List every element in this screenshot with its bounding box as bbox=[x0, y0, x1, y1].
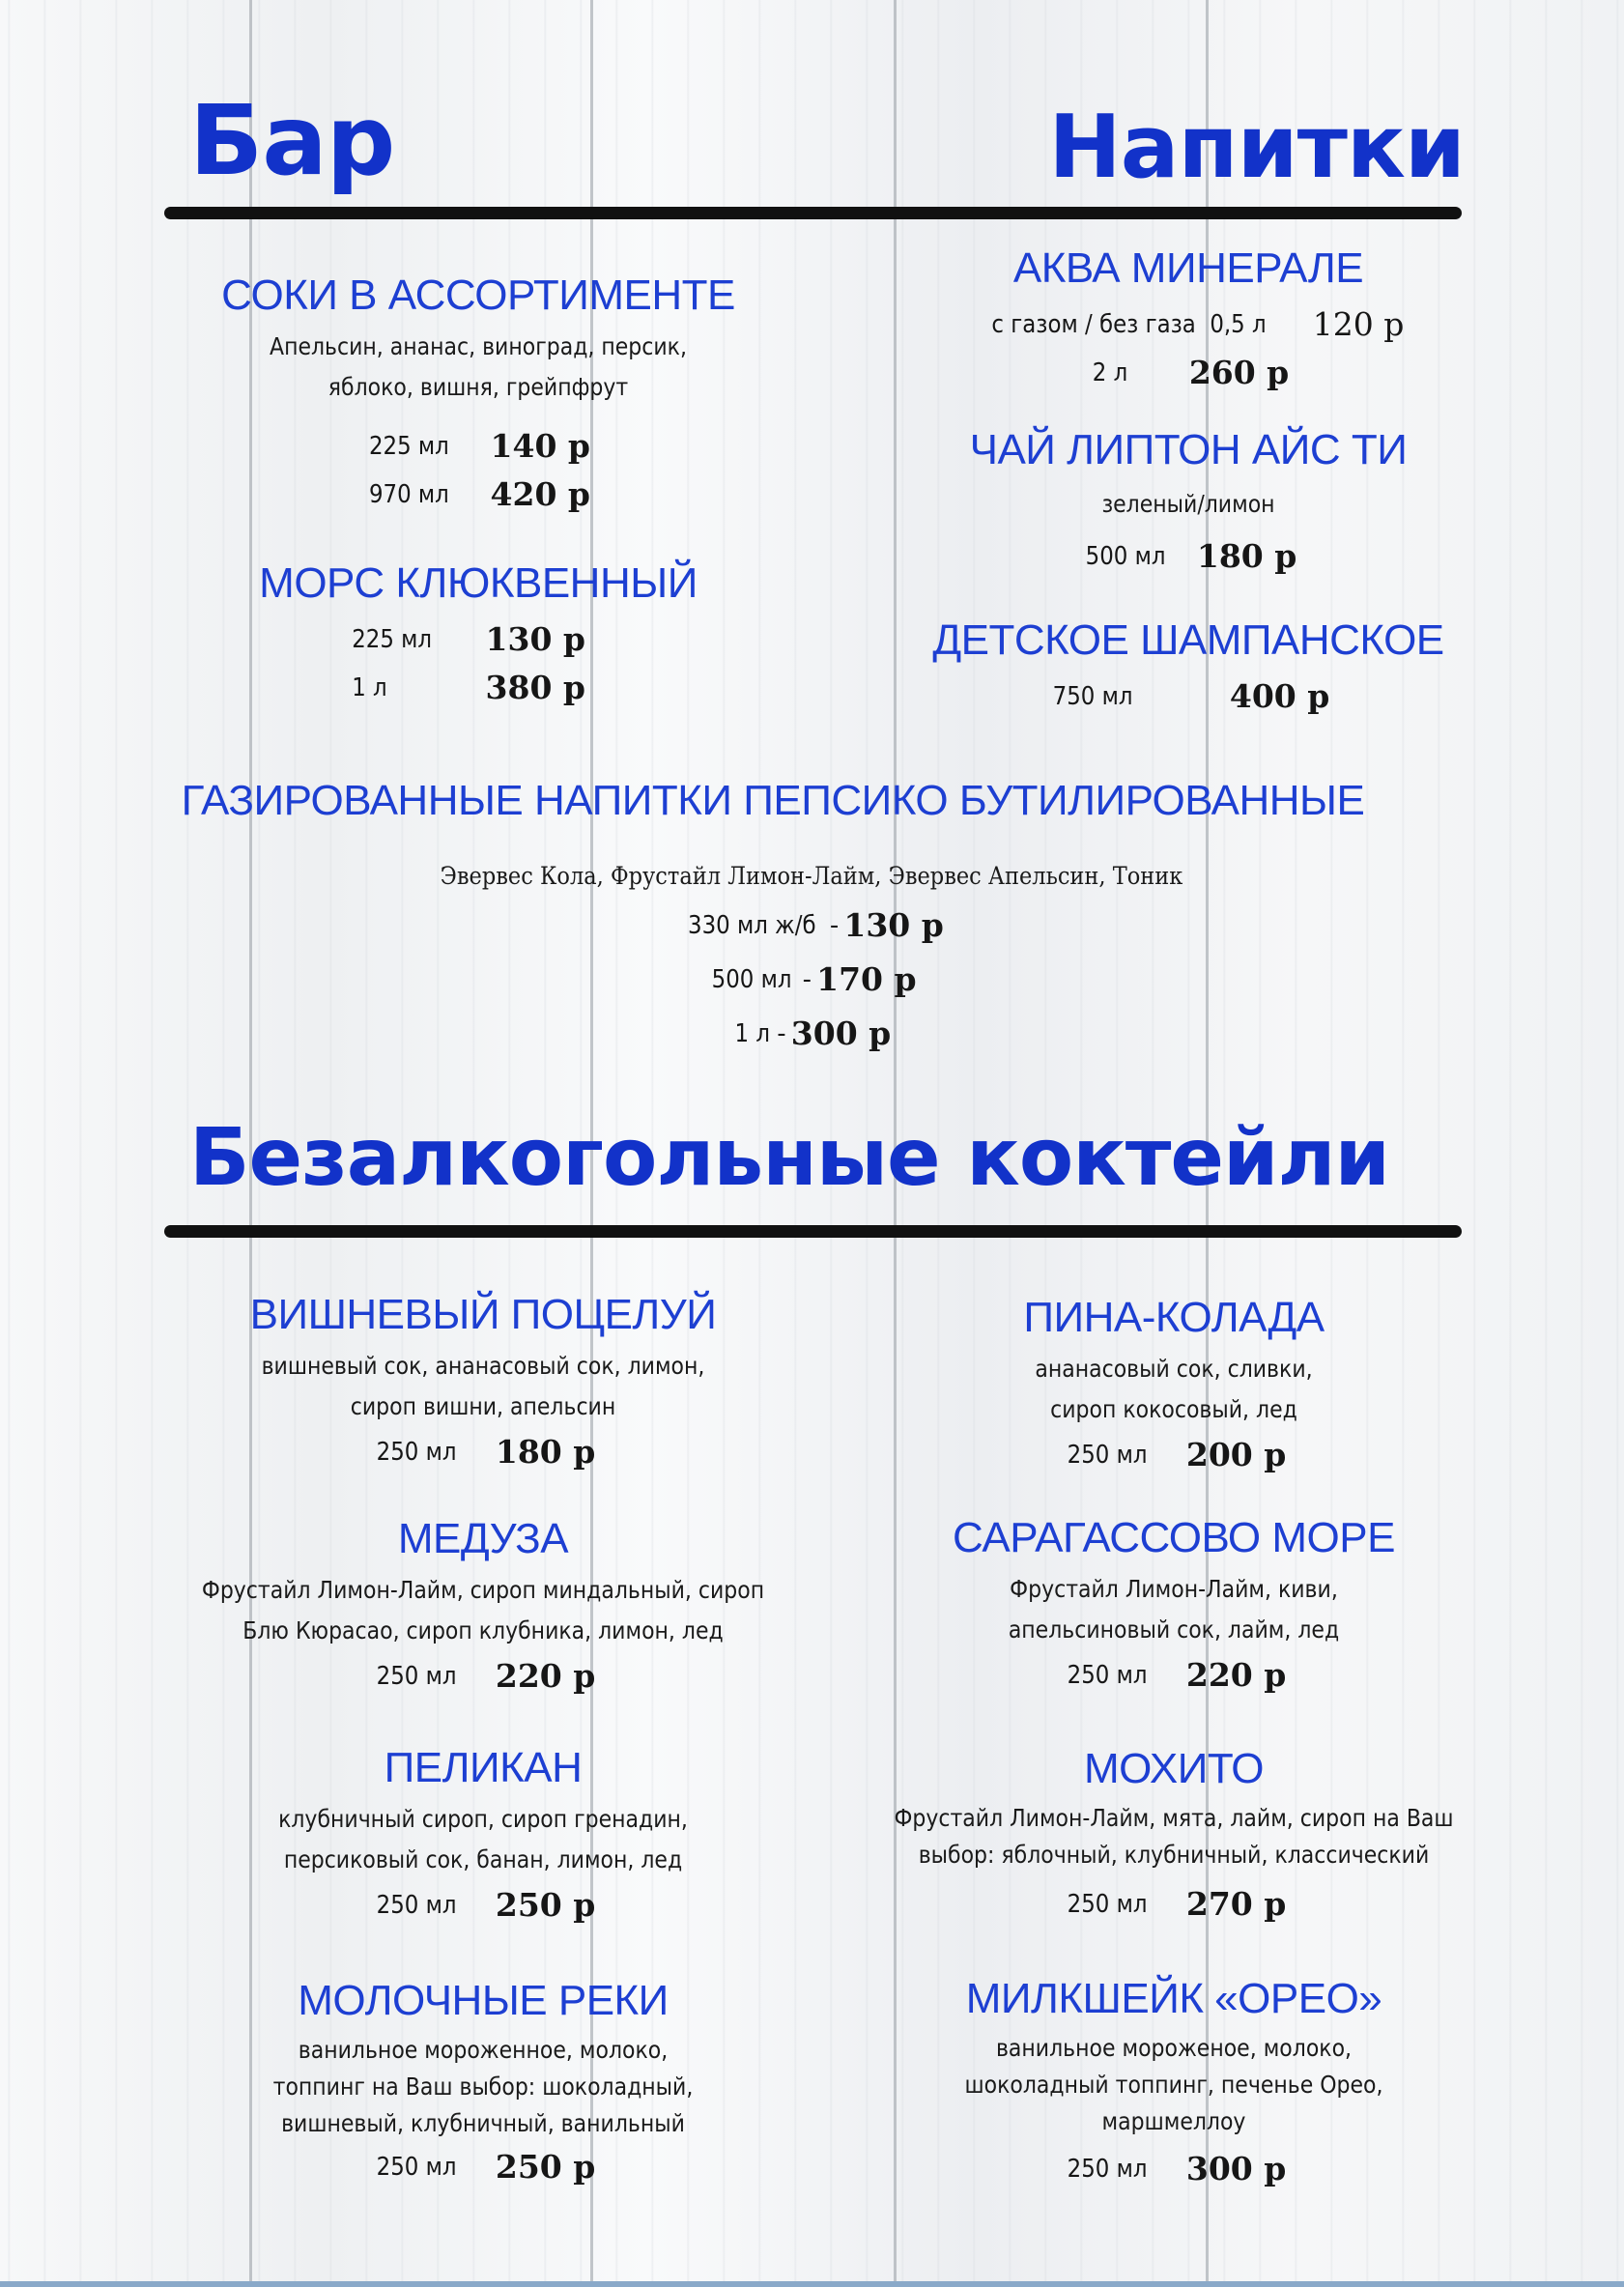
volume: 1 л bbox=[352, 672, 388, 702]
menu-item-mors bbox=[155, 558, 802, 711]
price-row bbox=[155, 1427, 812, 1475]
price: 380 р bbox=[485, 668, 585, 706]
dash: - bbox=[829, 910, 840, 940]
item-description: Блю Кюрасао, сироп клубника, лимон, лед bbox=[242, 1616, 724, 1644]
title-non-alcoholic-cocktails: Безалкогольные коктейли bbox=[189, 1112, 1389, 1204]
item-description: Фрустайл Лимон-Лайм, сироп миндальный, сироп bbox=[201, 1576, 765, 1604]
price: 260 р bbox=[1188, 353, 1290, 391]
price-row bbox=[155, 1880, 812, 1929]
price-row bbox=[135, 952, 1488, 1006]
item-name: ГАЗИРОВАННЫЕ НАПИТКИ ПЕПСИКО БУТИЛИРОВАННЫЕ bbox=[181, 777, 1365, 824]
item-name: МИЛКШЕЙК «ОРЕО» bbox=[965, 1975, 1382, 2022]
item-description: персиковый сок, банан, лимон, лед bbox=[283, 1845, 683, 1873]
price: 130 р bbox=[485, 619, 585, 658]
item-name: МОХИТО bbox=[1084, 1745, 1264, 1792]
price-row bbox=[155, 615, 802, 663]
item-description: апельсиновый сок, лайм, лед bbox=[1008, 1615, 1340, 1644]
volume: 500 мл bbox=[1085, 541, 1166, 571]
item-name: МОЛОЧНЫЕ РЕКИ bbox=[298, 1977, 669, 2024]
item-name: ВИШНЕВЫЙ ПОЦЕЛУЙ bbox=[249, 1291, 717, 1338]
price-row bbox=[869, 531, 1507, 580]
volume: 225 мл bbox=[352, 624, 433, 654]
item-description: вишневый, клубничный, ванильный bbox=[281, 2109, 685, 2137]
volume: 500 мл bbox=[712, 964, 792, 994]
item-name: ДЕТСКОЕ ШАМПАНСКОЕ bbox=[932, 616, 1444, 664]
item-name: ЧАЙ ЛИПТОН АЙС ТИ bbox=[969, 426, 1408, 473]
volume: 2 л bbox=[1092, 357, 1127, 387]
price: 420 р bbox=[490, 474, 590, 513]
volume: 250 мл bbox=[376, 1661, 457, 1691]
menu-item-pina-colada bbox=[850, 1293, 1497, 1478]
price-row bbox=[135, 1006, 1488, 1060]
volume: с газом / без газа 0,5 л bbox=[991, 309, 1267, 339]
item-name: МОРС КЛЮКВЕННЫЙ bbox=[259, 559, 698, 607]
section-divider bbox=[164, 1225, 1462, 1238]
volume: 330 мл ж/б bbox=[688, 910, 816, 940]
menu-item-sargasso-sea bbox=[850, 1513, 1497, 1699]
item-name: АКВА МИНЕРАЛЕ bbox=[1012, 244, 1364, 292]
price: 400 р bbox=[1229, 676, 1330, 715]
item-description: ванильное мороженое, молоко, bbox=[995, 2034, 1353, 2062]
menu-item-pelican bbox=[155, 1743, 812, 1929]
item-name: САРАГАССОВО МОРЕ bbox=[953, 1514, 1395, 1561]
dash: - bbox=[777, 1018, 786, 1048]
title-drinks: Напитки bbox=[1048, 97, 1465, 198]
item-description: шоколадный топпинг, печенье Орео, bbox=[964, 2071, 1383, 2099]
price-row bbox=[155, 470, 802, 518]
menu-item-medusa bbox=[155, 1514, 812, 1700]
item-description: сироп вишни, апельсин bbox=[350, 1392, 616, 1420]
volume: 970 мл bbox=[369, 479, 450, 509]
volume: 750 мл bbox=[1052, 681, 1133, 711]
price-row bbox=[850, 1430, 1497, 1478]
volume: 250 мл bbox=[376, 2152, 457, 2182]
price: 300 р bbox=[1185, 2149, 1287, 2187]
price-row bbox=[869, 300, 1507, 348]
volume: 250 мл bbox=[1067, 1660, 1148, 1690]
item-description: Фрустайл Лимон-Лайм, мята, лайм, сироп на Ваш bbox=[894, 1804, 1454, 1832]
price: 120 р bbox=[1312, 304, 1405, 343]
item-name: ПЕЛИКАН bbox=[384, 1744, 583, 1791]
menu-item-milk-rivers bbox=[155, 1976, 812, 2190]
price-row bbox=[850, 2144, 1497, 2192]
menu-item-milkshake-oreo bbox=[850, 1974, 1497, 2192]
title-bar: Бар bbox=[189, 84, 395, 197]
item-description: Эвервес Кола, Фрустайл Лимон-Лайм, Эвервес Апельсин, Тоник bbox=[440, 862, 1183, 890]
volume: 1 л bbox=[734, 1018, 770, 1048]
price-row bbox=[135, 898, 1488, 952]
price: 220 р bbox=[495, 1656, 596, 1695]
volume: 250 мл bbox=[376, 1437, 457, 1467]
price: 300 р bbox=[790, 1014, 892, 1052]
price-row bbox=[155, 2142, 812, 2190]
header-divider bbox=[164, 207, 1462, 219]
item-name: ПИНА-КОЛАДА bbox=[1023, 1294, 1325, 1341]
item-description: выбор: яблочный, клубничный, классический bbox=[918, 1841, 1430, 1869]
menu-item-juices bbox=[155, 271, 802, 518]
price: 180 р bbox=[495, 1432, 596, 1471]
price: 200 р bbox=[1185, 1435, 1287, 1473]
menu-item-mojito bbox=[840, 1744, 1507, 1928]
price: 140 р bbox=[490, 426, 590, 465]
volume: 250 мл bbox=[1067, 1440, 1148, 1470]
volume: 250 мл bbox=[376, 1890, 457, 1920]
menu-item-lipton-ice-tea bbox=[869, 425, 1507, 580]
price-row bbox=[850, 1650, 1497, 1699]
item-name: СОКИ В АССОРТИМЕНТЕ bbox=[221, 272, 735, 319]
price: 250 р bbox=[495, 2147, 596, 2186]
item-description: клубничный сироп, сироп гренадин, bbox=[278, 1805, 688, 1833]
price: 170 р bbox=[816, 959, 917, 998]
item-description: топпинг на Ваш выбор: шоколадный, bbox=[272, 2073, 694, 2101]
price-row bbox=[840, 1879, 1507, 1928]
item-description: маршмеллоу bbox=[1101, 2107, 1246, 2135]
item-description: яблоко, вишня, грейпфрут bbox=[328, 373, 629, 401]
price-row bbox=[869, 348, 1507, 396]
item-description: ванильное мороженное, молоко, bbox=[298, 2036, 669, 2064]
item-description: ананасовый сок, сливки, bbox=[1035, 1355, 1313, 1383]
menu-item-cherry-kiss bbox=[155, 1290, 812, 1475]
price-row bbox=[155, 421, 802, 470]
price: 180 р bbox=[1196, 536, 1297, 575]
menu-item-aqua-minerale bbox=[869, 243, 1507, 396]
item-description: Апельсин, ананас, виноград, персик, bbox=[270, 332, 687, 360]
dash: - bbox=[802, 964, 812, 994]
volume: 250 мл bbox=[1067, 1889, 1148, 1919]
price-row bbox=[155, 663, 802, 711]
price-row bbox=[155, 1651, 812, 1700]
volume: 225 мл bbox=[369, 431, 450, 461]
item-description: зеленый/лимон bbox=[1101, 490, 1275, 518]
volume: 250 мл bbox=[1067, 2154, 1148, 2184]
item-description: Фрустайл Лимон-Лайм, киви, bbox=[1010, 1575, 1338, 1603]
price: 270 р bbox=[1185, 1884, 1287, 1923]
price-row bbox=[869, 672, 1507, 720]
item-description: вишневый сок, ананасовый сок, лимон, bbox=[261, 1352, 705, 1380]
price: 220 р bbox=[1185, 1655, 1287, 1694]
bottom-strip bbox=[0, 2281, 1624, 2287]
item-description: сироп кокосовый, лед bbox=[1050, 1395, 1297, 1423]
price: 250 р bbox=[495, 1885, 596, 1924]
menu-item-kids-champagne bbox=[869, 615, 1507, 720]
menu-item-pepsico-sodas bbox=[135, 776, 1488, 1060]
price: 130 р bbox=[843, 905, 944, 944]
item-name: МЕДУЗА bbox=[397, 1515, 569, 1562]
